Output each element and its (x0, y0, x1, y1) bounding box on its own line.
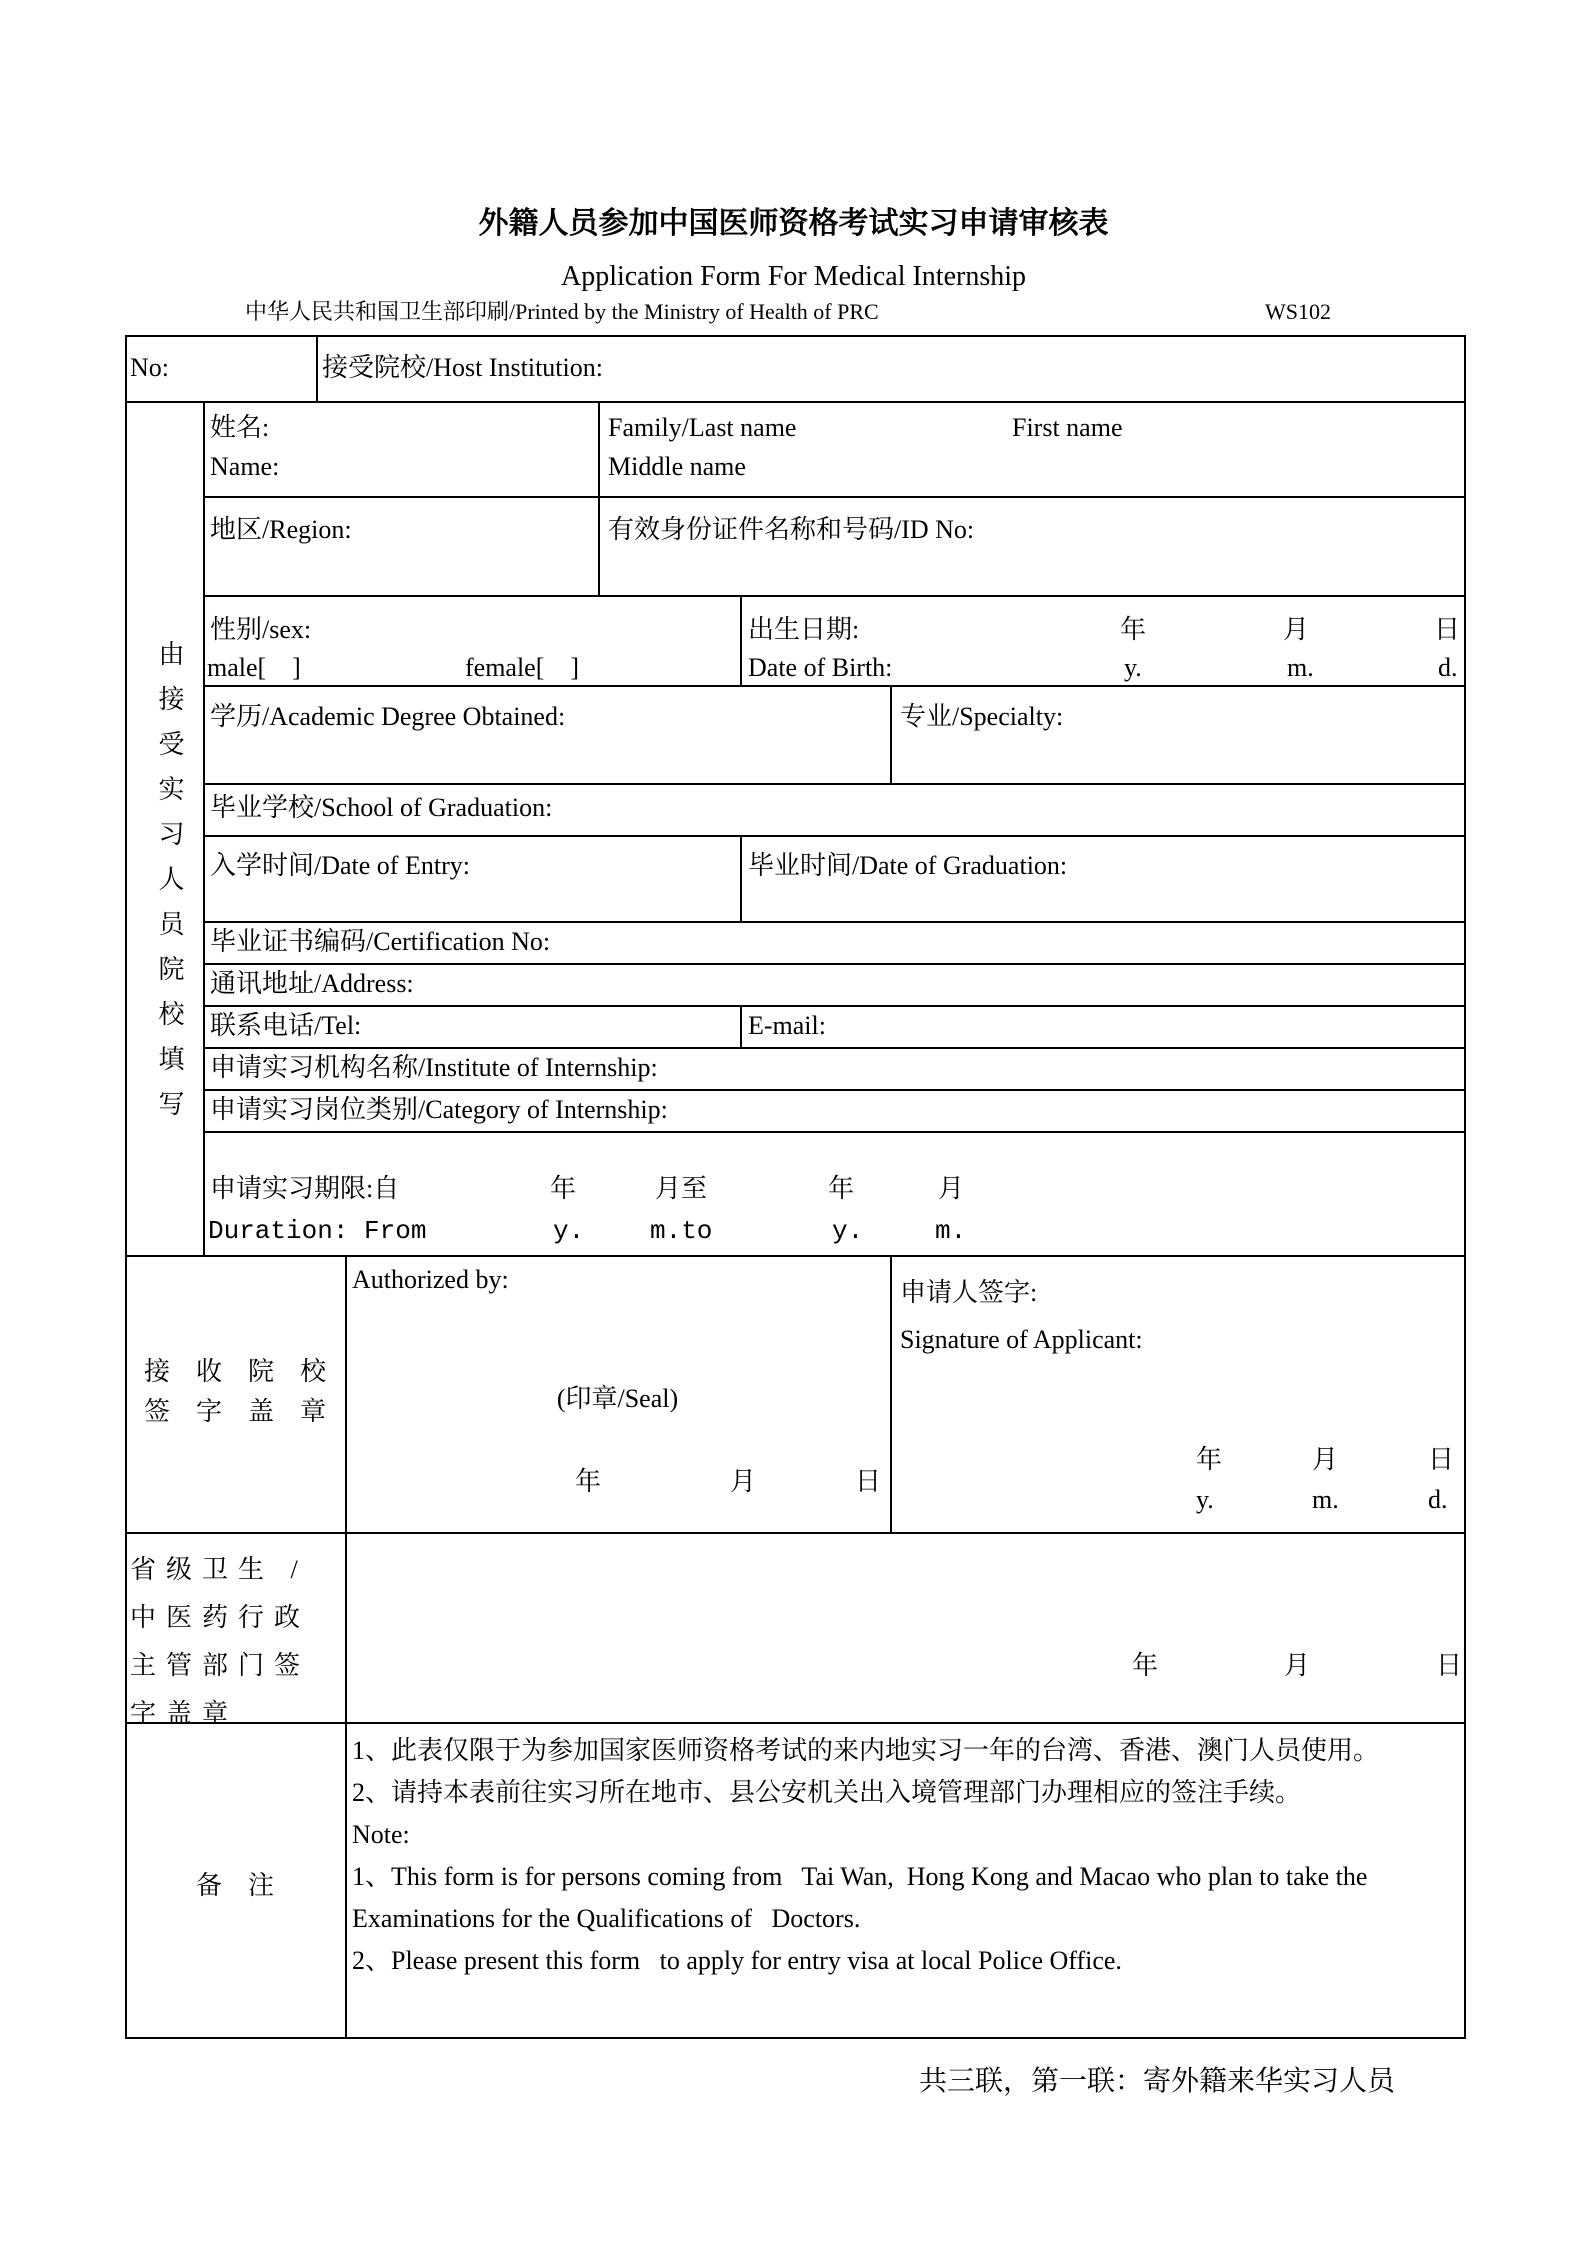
grid-line (125, 335, 1466, 337)
grid-line (125, 1532, 1466, 1534)
duration-label-en: Duration: From (208, 1216, 427, 1246)
note-line-1: 1、此表仅限于为参加国家医师资格考试的来内地实习一年的台湾、香港、澳门人员使用。 (352, 1736, 1380, 1765)
id-no-label: 有效身份证件名称和号码/ID No: (608, 515, 975, 544)
note-line-3: Note: (352, 1820, 410, 1849)
no-label: No: (130, 353, 169, 382)
degree-label: 学历/Academic Degree Obtained: (210, 702, 566, 731)
grid-line (203, 1131, 1466, 1133)
grid-line (316, 335, 318, 401)
middle-name-label: Middle name (608, 452, 746, 481)
duration-month-to-en: m.to (650, 1216, 713, 1246)
copy-distribution-note: 共三联，第一联：寄外籍来华实习人员 (918, 2066, 1395, 2097)
note-line-5: Examinations for the Qualifications of Doctors. (352, 1904, 861, 1933)
grid-line (125, 1255, 1466, 1257)
duration-year1-en: y. (553, 1216, 585, 1246)
grid-line (203, 1047, 1466, 1049)
host-sign-label-line1: 接 收 院 校 (143, 1357, 326, 1386)
grid-line (1464, 335, 1466, 2039)
birth-label-en: Date of Birth: (748, 653, 893, 682)
provincial-day-cn: 日 (1436, 1651, 1463, 1680)
notes-label: 备 注 (195, 1871, 274, 1900)
family-name-label: Family/Last name (608, 413, 797, 442)
provincial-label-line2: 中医药行政 (130, 1603, 311, 1632)
name-label-en: Name: (210, 452, 280, 481)
applicant-year-en: y. (1196, 1485, 1214, 1514)
printed-by-line: 中华人民共和国卫生部印刷/Printed by the Ministry of Health of PRC (245, 299, 879, 324)
birth-day-cn: 日 (1434, 615, 1461, 644)
grid-line (598, 401, 600, 595)
name-label-cn: 姓名: (210, 413, 270, 442)
address-label: 通讯地址/Address: (210, 969, 414, 998)
birth-label-cn: 出生日期: (748, 615, 860, 644)
applicant-signature-label-en: Signature of Applicant: (900, 1325, 1143, 1354)
female-checkbox: female[ ] (465, 653, 580, 682)
host-sign-label-line2: 签 字 盖 章 (143, 1397, 326, 1426)
grid-line (203, 963, 1466, 965)
grid-line (740, 595, 742, 685)
duration-month2-cn: 月 (938, 1174, 965, 1203)
tel-label: 联系电话/Tel: (210, 1011, 362, 1040)
duration-year1-cn: 年 (550, 1174, 577, 1203)
email-label: E-mail: (748, 1011, 826, 1040)
birth-year-cn: 年 (1120, 615, 1147, 644)
grid-line (203, 783, 1466, 785)
form-subtitle: Application Form For Medical Internship (560, 261, 1027, 292)
category-of-internship-label: 申请实习岗位类别/Category of Internship: (210, 1095, 668, 1124)
grid-line (203, 401, 205, 1257)
birth-month-en: m. (1287, 653, 1314, 682)
host-sign-month-cn: 月 (730, 1467, 757, 1496)
provincial-year-cn: 年 (1132, 1651, 1159, 1680)
host-institution-label: 接受院校/Host Institution: (322, 353, 603, 382)
provincial-month-cn: 月 (1284, 1651, 1311, 1680)
note-line-6: 2、Please present this form to apply for entry visa at local Police Office. (352, 1946, 1122, 1975)
date-of-entry-label: 入学时间/Date of Entry: (210, 851, 470, 880)
school-of-graduation-label: 毕业学校/School of Graduation: (210, 793, 553, 822)
grid-line (740, 835, 742, 921)
first-name-label: First name (1012, 413, 1123, 442)
provincial-label-line1: 省级卫生 / (130, 1555, 308, 1584)
provincial-label-line4: 字盖章 (130, 1699, 239, 1728)
note-line-2: 2、请持本表前往实习所在地市、县公安机关出入境管理部门办理相应的签注手续。 (352, 1778, 1302, 1807)
applicant-year-cn: 年 (1196, 1445, 1223, 1474)
authorized-by-label: Authorized by: (352, 1265, 509, 1294)
grid-line (890, 685, 892, 783)
birth-year-en: y. (1124, 653, 1142, 682)
region-label: 地区/Region: (210, 515, 352, 544)
grid-line (890, 1255, 892, 1532)
form-title: 外籍人员参加中国医师资格考试实习申请审核表 (478, 207, 1109, 240)
duration-month2-en: m. (935, 1216, 967, 1246)
filled-by-school-note: 由接受实习人员院校填写 (155, 640, 184, 1135)
grid-line (203, 835, 1466, 837)
sex-label: 性别/sex: (210, 615, 312, 644)
seal-label: (印章/Seal) (556, 1384, 679, 1413)
provincial-label-line3: 主管部门签 (130, 1651, 311, 1680)
applicant-day-cn: 日 (1428, 1445, 1455, 1474)
duration-month-to-cn: 月至 (655, 1174, 708, 1203)
grid-line (203, 1089, 1466, 1091)
grid-line (345, 1255, 347, 2039)
duration-label-cn: 申请实习期限:自 (210, 1174, 400, 1203)
form-code: WS102 (1265, 299, 1331, 324)
grid-line (203, 1005, 1466, 1007)
grid-line (125, 1722, 1466, 1724)
specialty-label: 专业/Specialty: (900, 702, 1064, 731)
birth-month-cn: 月 (1283, 615, 1310, 644)
grid-line (203, 496, 1466, 498)
grid-line (125, 2037, 1466, 2039)
date-of-graduation-label: 毕业时间/Date of Graduation: (748, 851, 1068, 880)
applicant-signature-label-cn: 申请人签字: (900, 1278, 1038, 1307)
applicant-day-en: d. (1428, 1485, 1448, 1514)
host-sign-day-cn: 日 (855, 1467, 882, 1496)
duration-year2-cn: 年 (828, 1174, 855, 1203)
note-line-4: 1、This form is for persons coming from Tai Wan, Hong Kong and Macao who plan to take the (352, 1862, 1368, 1891)
host-sign-year-cn: 年 (575, 1467, 602, 1496)
grid-line (125, 335, 127, 2039)
grid-line (740, 1005, 742, 1047)
grid-line (125, 401, 1466, 403)
institute-of-internship-label: 申请实习机构名称/Institute of Internship: (210, 1053, 658, 1082)
grid-line (203, 595, 1466, 597)
grid-line (203, 921, 1466, 923)
applicant-month-cn: 月 (1312, 1445, 1339, 1474)
male-checkbox: male[ ] (207, 653, 301, 682)
certification-no-label: 毕业证书编码/Certification No: (210, 927, 551, 956)
duration-year2-en: y. (832, 1216, 864, 1246)
applicant-month-en: m. (1312, 1485, 1339, 1514)
birth-day-en: d. (1438, 653, 1458, 682)
